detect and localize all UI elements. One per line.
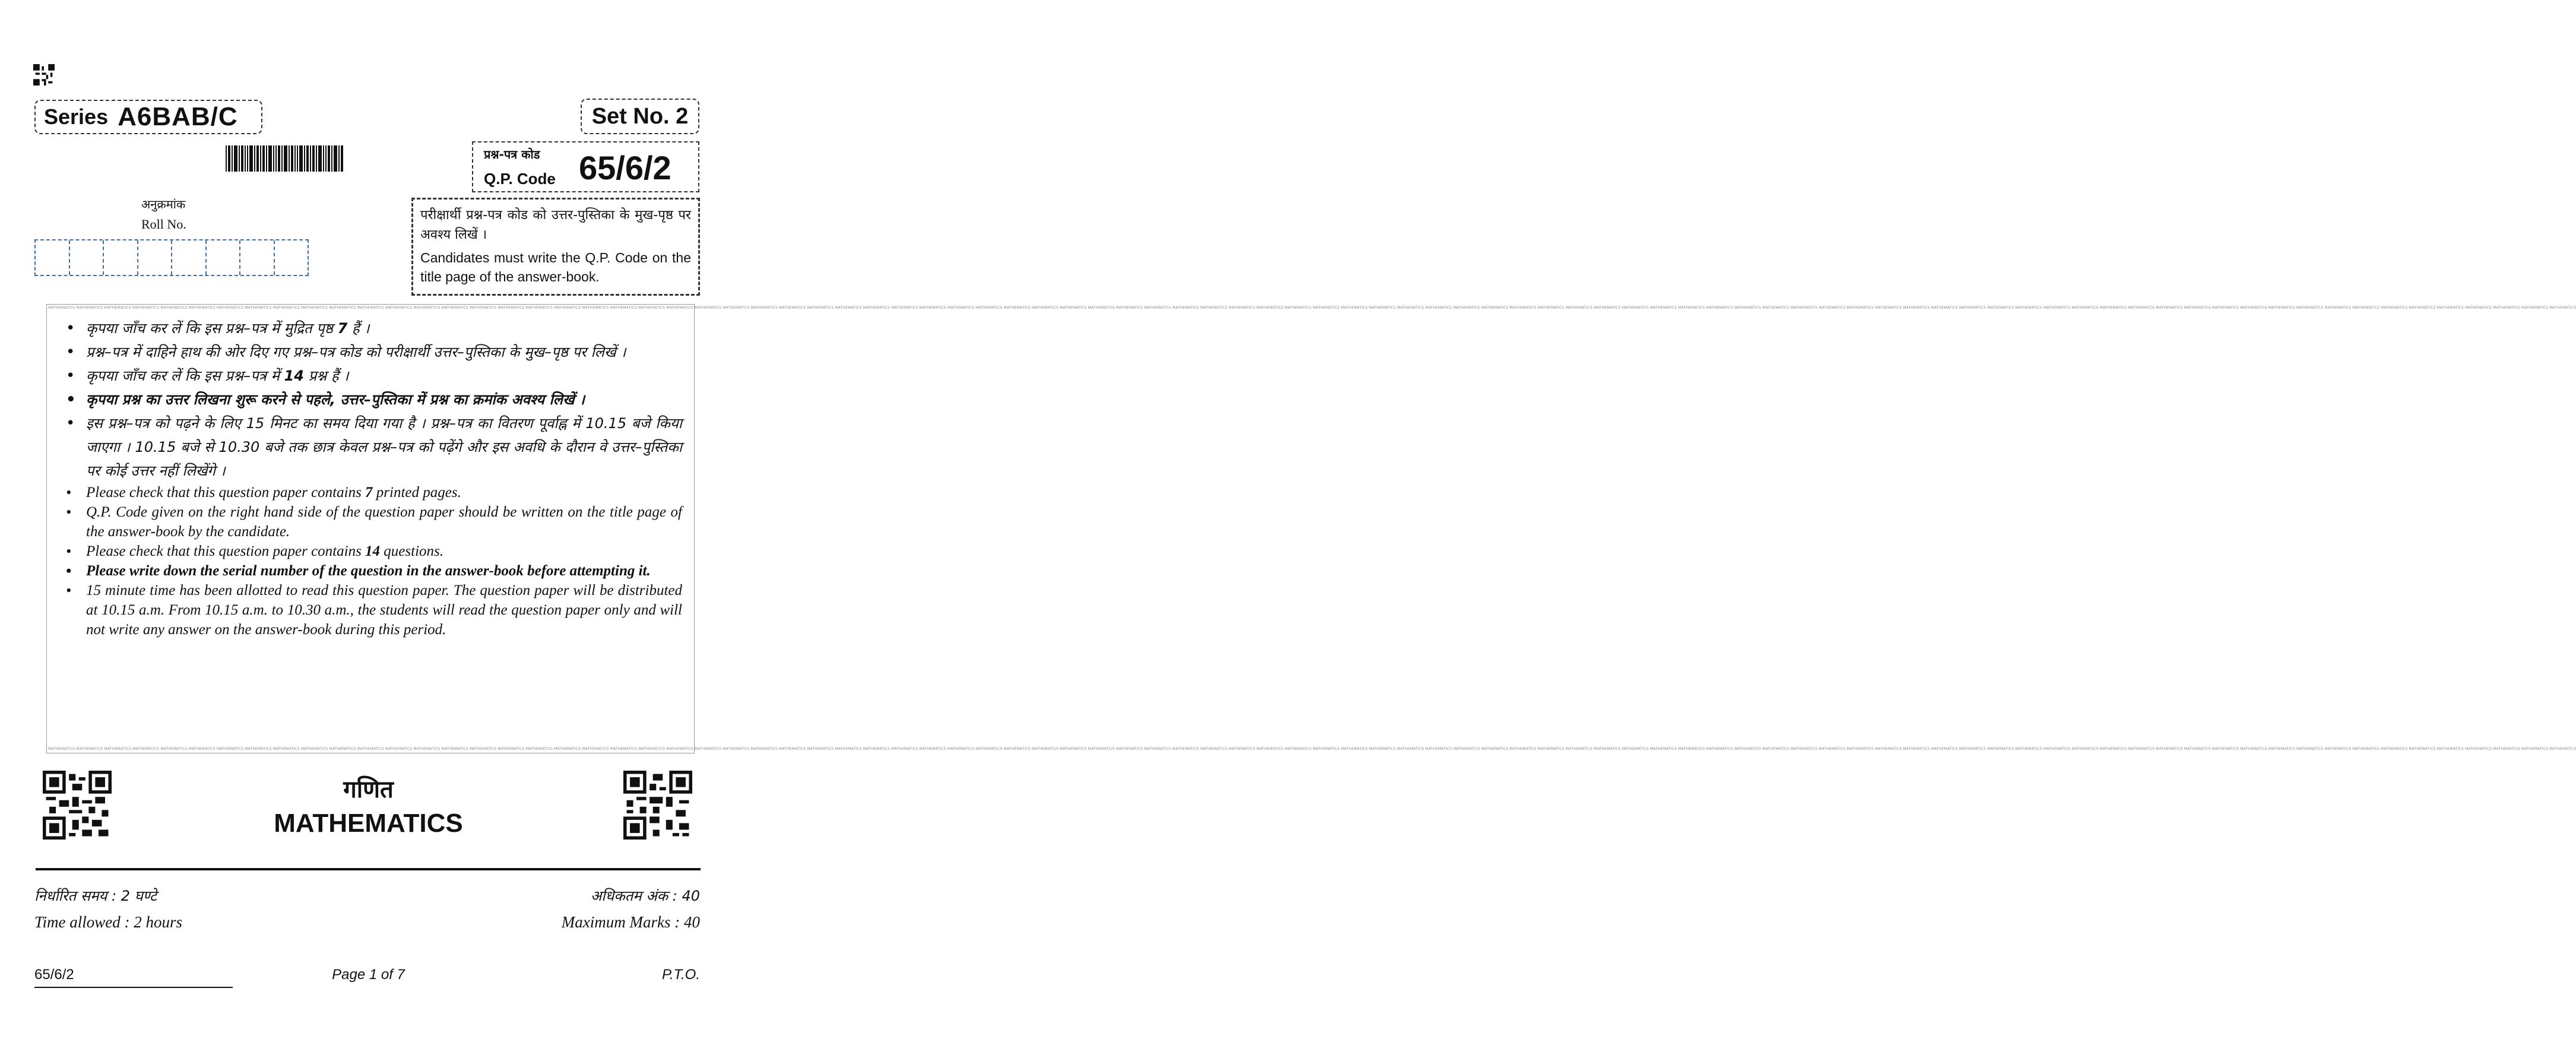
roll-digit-box[interactable]: [172, 240, 207, 275]
qp-code-label: Q.P. Code: [484, 170, 556, 188]
roll-digit-box[interactable]: [36, 240, 70, 275]
qp-code-label-hindi: प्रश्न-पत्र कोड: [484, 147, 540, 161]
instructions-box: [46, 304, 2576, 753]
time-allowed: Time allowed : 2 hours: [34, 913, 183, 931]
roll-digit-box[interactable]: [275, 240, 308, 275]
instruction-item-hi-4: • कृपया प्रश्न का उत्तर लिखना शुरू करने से पहले, उत्तर–पुस्तिका में प्रश्न का क्रमांक अवश्य लिखें ।: [59, 388, 682, 411]
maximum-marks-hindi: अधिकतम अंक : 40: [590, 888, 700, 904]
instruction-item-en-5: • 15 minute time has been allotted to read this question paper. The question paper will be distributed at 10.15 a.m. From 10.15 a.m. to 10.30 a.m., the students will read the question paper only and will not write any answer on the answer-book during this period.: [59, 581, 682, 639]
footer-qp-code: 65/6/2: [34, 967, 74, 983]
instruction-item-hi-5: • इस प्रश्न–पत्र को पढ़ने के लिए 15 मिनट का समय दिया गया है । प्रश्न–पत्र का वितरण पूर्वाह्न में 10.15 बजे किया जाएगा । 10.15 बजे से 10.30 बजे तक छात्र केवल प्रश्न–पत्र को पढ़ेंगे और इस अवधि के दौरान वे उत्तर–पुस्तिका पर कोई उत्तर नहीं लिखेंगे ।: [59, 411, 682, 483]
qr-code-small-icon: [33, 64, 55, 85]
footer-underline: [34, 987, 233, 988]
candidate-note: Candidates must write the Q.P. Code on the title page of the answer-book.: [420, 250, 691, 284]
instruction-item-hi-3: • कृपया जाँच कर लें कि इस प्रश्न–पत्र में 14 प्रश्न हैं ।: [59, 364, 682, 388]
candidate-note-box: [411, 198, 700, 296]
instruction-item-hi-2: • प्रश्न–पत्र में दाहिने हाथ की ओर दिए गए प्रश्न–पत्र कोड को परीक्षार्थी उत्तर–पुस्तिका के मुख–पृष्ठ पर लिखें ।: [59, 340, 682, 364]
divider: [36, 868, 701, 870]
qp-code-value: 65/6/2: [579, 149, 671, 186]
barcode-icon: [226, 145, 344, 172]
subject-title: MATHEMATICS: [274, 809, 463, 838]
page-number: Page 1 of 7: [332, 967, 405, 983]
watermark-bottom: MATHEMATICS MATHEMATICS MATHEMATICS MATHEMATICS MATHEMATICS MATHEMATICS MATHEMATICS MATHEMATICS MATHEMATICS MATHEMATICS MATHEMATICS MATHEMATICS MATHEMATICS MATHEMATICS MATHEMATICS MATHEMATICS MATHEMATICS MATHEMATICS MATHEMATICS MATHEMATICS MATHEMATICS MATHEMATICS MATHEMATICS MATHEMATICS MATHEMATICS MATHEMATICS MATHEMATICS MATHEMATICS MATHEMATICS MATHEMATICS MATHEMATICS MATHEMATICS MATHEMATICS MATHEMATICS MATHEMATICS MATHEMATICS MATHEMATICS MATHEMATICS MATHEMATICS MATHEMATICS MATHEMATICS MATHEMATICS MATHEMATICS MATHEMATICS MATHEMATICS MATHEMATICS MATHEMATICS MATHEMATICS MATHEMATICS MATHEMATICS MATHEMATICS MATHEMATICS MATHEMATICS MATHEMATICS MATHEMATICS MATHEMATICS MATHEMATICS MATHEMATICS MATHEMATICS MATHEMATICS MATHEMATICS MATHEMATICS MATHEMATICS MATHEMATICS MATHEMATICS MATHEMATICS MATHEMATICS MATHEMATICS MATHEMATICS MATHEMATICS MATHEMATICS MATHEMATICS MATHEMATICS MATHEMATICS MATHEMATICS MATHEMATICS MATHEMATICS MATHEMATICS MATHEMATICS MATHEMATICS MATHEMATICS MATHEMATICS MATHEMATICS MATHEMATICS MATHEMATICS MATHEMATICS MATHEMATICS MATHEMATICS MATHEMATICS MATHEMATICS: [48, 747, 2576, 751]
instruction-item-en-3: • Please check that this question paper contains 14 questions.: [59, 541, 682, 561]
watermark-top: MATHEMATICS MATHEMATICS MATHEMATICS MATHEMATICS MATHEMATICS MATHEMATICS MATHEMATICS MATHEMATICS MATHEMATICS MATHEMATICS MATHEMATICS MATHEMATICS MATHEMATICS MATHEMATICS MATHEMATICS MATHEMATICS MATHEMATICS MATHEMATICS MATHEMATICS MATHEMATICS MATHEMATICS MATHEMATICS MATHEMATICS MATHEMATICS MATHEMATICS MATHEMATICS MATHEMATICS MATHEMATICS MATHEMATICS MATHEMATICS MATHEMATICS MATHEMATICS MATHEMATICS MATHEMATICS MATHEMATICS MATHEMATICS MATHEMATICS MATHEMATICS MATHEMATICS MATHEMATICS MATHEMATICS MATHEMATICS MATHEMATICS MATHEMATICS MATHEMATICS MATHEMATICS MATHEMATICS MATHEMATICS MATHEMATICS MATHEMATICS MATHEMATICS MATHEMATICS MATHEMATICS MATHEMATICS MATHEMATICS MATHEMATICS MATHEMATICS MATHEMATICS MATHEMATICS MATHEMATICS MATHEMATICS MATHEMATICS MATHEMATICS MATHEMATICS MATHEMATICS MATHEMATICS MATHEMATICS MATHEMATICS MATHEMATICS MATHEMATICS MATHEMATICS MATHEMATICS MATHEMATICS MATHEMATICS MATHEMATICS MATHEMATICS MATHEMATICS MATHEMATICS MATHEMATICS MATHEMATICS MATHEMATICS MATHEMATICS MATHEMATICS MATHEMATICS MATHEMATICS MATHEMATICS MATHEMATICS MATHEMATICS MATHEMATICS MATHEMATICS: [48, 306, 2576, 310]
subject-title-hindi: गणित: [343, 776, 394, 803]
series-label: Series: [44, 104, 109, 129]
roll-number-boxes[interactable]: [34, 239, 309, 276]
roll-number-label: Roll No.: [141, 217, 186, 232]
instruction-item-hi-1: • कृपया जाँच कर लें कि इस प्रश्न–पत्र में मुद्रित पृष्ठ 7 हैं ।: [59, 316, 682, 340]
instruction-item-en-4: • Please write down the serial number of the question in the answer-book before attempting it.: [59, 561, 682, 581]
roll-digit-box[interactable]: [104, 240, 138, 275]
instruction-item-en-2: • Q.P. Code given on the right hand side of the question paper should be written on the title page of the answer-book by the candidate.: [59, 502, 682, 541]
roll-digit-box[interactable]: [70, 240, 104, 275]
roll-digit-box[interactable]: [240, 240, 275, 275]
pto-label: P.T.O.: [661, 967, 700, 983]
candidate-note-hindi: परीक्षार्थी प्रश्न-पत्र कोड को उत्तर-पुस्तिका के मुख-पृष्ठ पर अवश्य लिखें ।: [420, 208, 691, 242]
instruction-item-en-1: • Please check that this question paper contains 7 printed pages.: [59, 483, 682, 502]
roll-digit-box[interactable]: [138, 240, 173, 275]
maximum-marks: Maximum Marks : 40: [561, 913, 700, 931]
series-box: [34, 100, 262, 134]
instructions-list: [59, 316, 682, 639]
series-value: A6BAB/C: [118, 102, 238, 131]
set-number: Set No. 2: [581, 99, 699, 134]
roll-number-label-hindi: अनुक्रमांक: [141, 197, 186, 211]
roll-digit-box[interactable]: [207, 240, 241, 275]
qp-code-box: [472, 141, 699, 192]
time-allowed-hindi: निर्धारित समय : 2 घण्टे: [34, 888, 157, 904]
